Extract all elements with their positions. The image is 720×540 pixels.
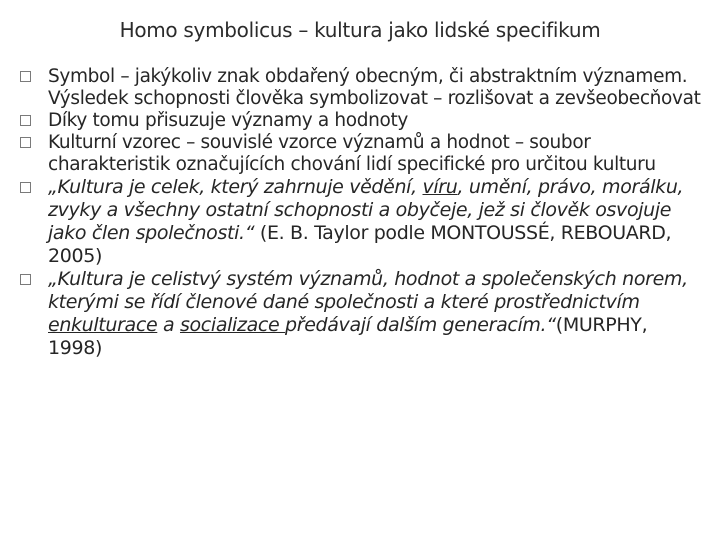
bullet-meanings [20, 110, 705, 132]
checkbox-bullet-icon [20, 115, 31, 126]
checkbox-bullet-icon [20, 71, 31, 82]
slide-title: Homo symbolicus – kultura jako lidské specifikum [119, 18, 601, 42]
bullet-cultural-pattern [20, 132, 705, 176]
bullet-symbol [20, 66, 705, 110]
checkbox-bullet-icon [20, 182, 31, 193]
quote-text-rest: předávají dalším generacím.“ [285, 314, 556, 336]
bullet-text: Symbol – jakýkoliv znak obdařený obecným, či abstraktním významem. Výsledek schopnosti člověka symbolizovat – rozlišovat a zevšeobecňovat [48, 66, 701, 109]
link-viru[interactable]: víru [422, 176, 458, 198]
bullet-text: Kulturní vzorec – souvislé vzorce významů a hodnot – soubor charakteristik označujících chování lidí specifické pro určitou kulturu [48, 132, 656, 175]
bullet-text: Díky tomu přisuzuje významy a hodnoty [48, 110, 408, 131]
link-enkulturace[interactable]: enkulturace [48, 314, 158, 336]
bullet-list [20, 66, 705, 360]
checkbox-bullet-icon [20, 137, 31, 148]
citation: (E. B. Taylor podle MONTOUSSÉ, REBOUARD, 2005) [48, 222, 672, 267]
bullet-taylor-quote [20, 176, 705, 268]
quote-text-mid: a [157, 314, 180, 336]
quote-text-rest: , umění, právo, morálku, zvyky a všechny ostatní schopnosti a obyčeje, jež si člověk osvojuje jako člen společnosti.“ [48, 176, 684, 244]
quote-text: „Kultura je celistvý systém významů, hodnot a společenských norem, kterými se řídí členové dané společnosti a které prostřednictvím [48, 268, 688, 313]
checkbox-bullet-icon [20, 274, 31, 285]
link-socializace[interactable]: socializace [179, 314, 286, 336]
citation: (MURPHY, 1998) [48, 314, 648, 359]
bullet-murphy-quote [20, 268, 705, 360]
quote-text: „Kultura je celek, který zahrnuje vědění, [48, 176, 423, 198]
